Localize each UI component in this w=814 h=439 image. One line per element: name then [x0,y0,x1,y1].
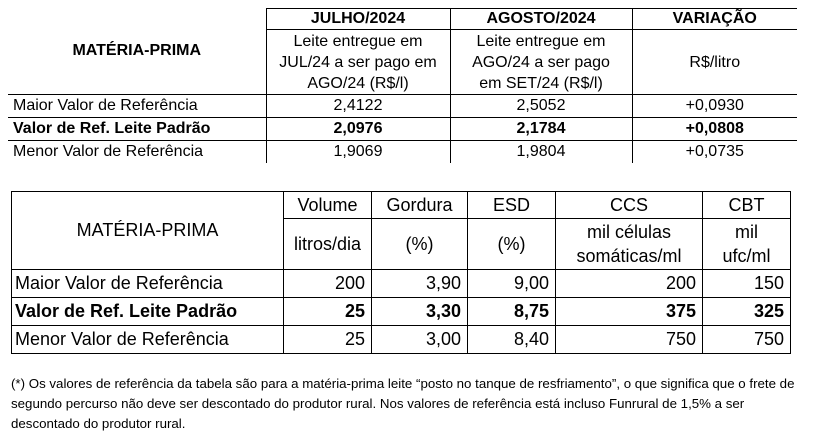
gordura-value: 3,00 [372,326,468,354]
row-label: Valor de Ref. Leite Padrão [12,298,284,326]
row-label: Menor Valor de Referência [12,326,284,354]
materia-prima-header: MATÉRIA-PRIMA [8,9,266,95]
reference-price-table [8,8,797,163]
julho-subheader: Leite entregue em JUL/24 a ser pago em AGO/24 (R$/l) [266,30,450,95]
agosto-subheader: Leite entregue em AGO/24 a ser pago em SET/24 (R$/l) [450,30,632,95]
volume-unit: litros/dia [284,219,372,270]
gordura-value: 3,90 [372,270,468,298]
volume-header: Volume [284,192,372,219]
cbt-value: 325 [703,298,791,326]
gordura-header: Gordura [372,192,468,219]
esd-unit: (%) [468,219,556,270]
ccs-value: 750 [556,326,703,354]
ccs-header: CCS [556,192,703,219]
ccs-unit: mil células somáticas/ml [556,219,703,270]
julho-header: JULHO/2024 [266,9,450,30]
ccs-value: 200 [556,270,703,298]
variacao-value: +0,0735 [632,141,797,164]
volume-value: 200 [284,270,372,298]
variacao-header: VARIAÇÃO [632,9,797,30]
volume-value: 25 [284,298,372,326]
cbt-header: CBT [703,192,791,219]
row-label: Valor de Ref. Leite Padrão [8,118,266,141]
cbt-unit: mil ufc/ml [703,219,791,270]
agosto-header: AGOSTO/2024 [450,9,632,30]
julho-value: 2,0976 [266,118,450,141]
row-label: Maior Valor de Referência [12,270,284,298]
esd-header: ESD [468,192,556,219]
agosto-value: 2,5052 [450,95,632,118]
gordura-value: 3,30 [372,298,468,326]
variacao-value: +0,0930 [632,95,797,118]
variacao-value: +0,0808 [632,118,797,141]
cbt-value: 150 [703,270,791,298]
footnote: (*) Os valores de referência da tabela são para a matéria-prima leite “posto no tanque de resfriamento”, o que significa que o frete de segundo percurso não deve ser descontado do produtor rural. Nos valores de referência está incluso Funrural de 1,5% a ser descontado do produtor rural. [11,376,795,431]
agosto-value: 1,9804 [450,141,632,164]
julho-value: 1,9069 [266,141,450,164]
esd-value: 8,40 [468,326,556,354]
gordura-unit: (%) [372,219,468,270]
ccs-value: 375 [556,298,703,326]
row-label: Menor Valor de Referência [8,141,266,164]
esd-value: 8,75 [468,298,556,326]
variacao-subheader: R$/litro [632,30,797,95]
quality-parameters-table [11,191,791,354]
materia-prima-header: MATÉRIA-PRIMA [12,192,284,270]
esd-value: 9,00 [468,270,556,298]
volume-value: 25 [284,326,372,354]
cbt-value: 750 [703,326,791,354]
julho-value: 2,4122 [266,95,450,118]
row-label: Maior Valor de Referência [8,95,266,118]
agosto-value: 2,1784 [450,118,632,141]
